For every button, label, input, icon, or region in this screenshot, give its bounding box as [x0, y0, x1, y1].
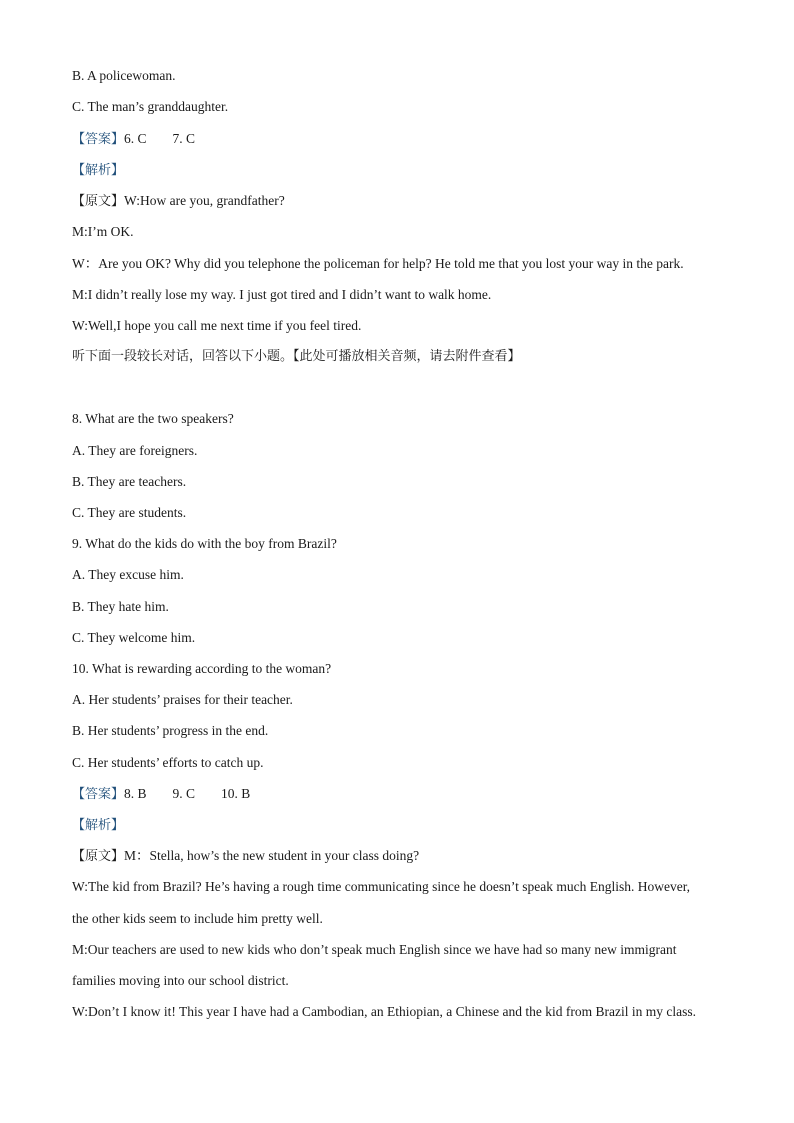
transcript-line: M:I didn’t really lose my way. I just got tired and I didn’t want to walk home. [72, 287, 492, 302]
analysis-tag-line [72, 816, 124, 835]
listening-instruction: 听下面一段较长对话，回答以下小题。【此处可播放相关音频，请去附件查看】 [72, 349, 521, 364]
transcript-line: 【原文】M：Stella, how’s the new student in your class doing? [72, 848, 420, 864]
transcript-line: 【原文】W:How are you, grandfather? [72, 193, 285, 209]
transcript-line: W:Don’t I know it! This year I have had a Cambodian, an Ethiopian, a Chinese and the kid from Brazil in my class. [72, 1004, 696, 1019]
analysis-tag: 【解析】 [72, 818, 125, 833]
answer-tag: 【答案】 [72, 132, 125, 147]
option-line: C. They welcome him. [72, 630, 196, 645]
option-line: C. Her students’ efforts to catch up. [72, 755, 264, 770]
option-line: B. Her students’ progress in the end. [72, 723, 269, 738]
option-line: A. They excuse him. [72, 567, 184, 582]
transcript-line: M:I’m OK. [72, 224, 134, 239]
option-line: B. They are teachers. [72, 474, 187, 489]
option-line: A. They are foreigners. [72, 443, 198, 458]
question-line: 8. What are the two speakers? [72, 411, 234, 426]
question-line: 9. What do the kids do with the boy from Brazil? [72, 536, 337, 551]
transcript-line: families moving into our school district. [72, 973, 289, 988]
answer-tag: 【答案】 [72, 787, 125, 802]
transcript-line: M:Our teachers are used to new kids who don’t speak much English since we have had so many new immigrant [72, 942, 677, 957]
option-line: A. Her students’ praises for their teacher. [72, 692, 293, 707]
option-line: B. They hate him. [72, 599, 169, 614]
analysis-tag: 【解析】 [72, 163, 125, 178]
transcript-tag: 【原文】 [72, 849, 125, 864]
transcript-line: W：Are you OK? Why did you telephone the policeman for help? He told me that you lost your way in the park. [72, 256, 684, 271]
transcript-tag: 【原文】 [72, 194, 125, 209]
transcript-line: W:The kid from Brazil? He’s having a rough time communicating since he doesn’t speak much English. However, [72, 879, 691, 894]
answer-line: 【答案】6. C 7. C [72, 131, 196, 147]
option-line: B. A policewoman. [72, 68, 176, 83]
analysis-tag-line [72, 161, 124, 180]
option-line: C. The man’s granddaughter. [72, 99, 229, 114]
option-line: C. They are students. [72, 505, 187, 520]
transcript-line: W:Well,I hope you call me next time if you feel tired. [72, 318, 362, 333]
question-line: 10. What is rewarding according to the woman? [72, 661, 332, 676]
transcript-line: the other kids seem to include him pretty well. [72, 911, 323, 926]
answer-line: 【答案】8. B 9. C 10. B [72, 786, 251, 802]
